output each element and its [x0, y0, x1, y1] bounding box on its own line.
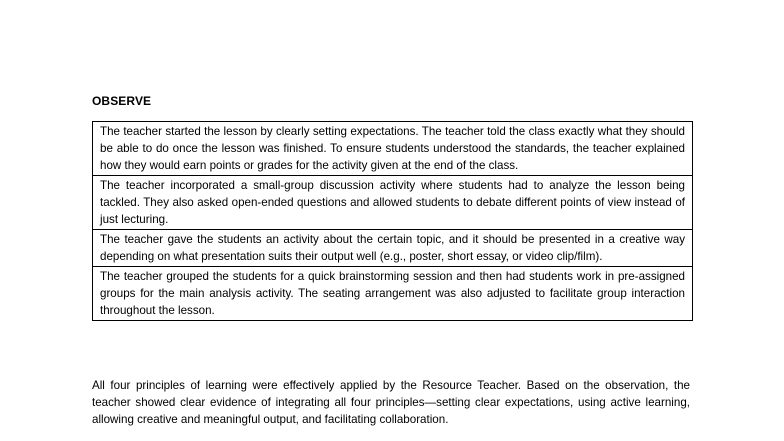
summary-paragraph: All four principles of learning were effectively applied by the Resource Teacher. Based on the observation, the teacher showed clear evidence of integrating all four principles—setting clear expectations, using active learning, allowing creative and meaningful output, and facilitating collaboration. [92, 379, 690, 426]
table-row [93, 176, 693, 230]
observation-table [92, 121, 693, 321]
observation-cell: The teacher grouped the students for a quick brainstorming session and then had students work in pre-assigned groups for the main analysis activity. The seating arrangement was also adjusted to facilitate group interaction throughout the lesson. [93, 267, 693, 321]
observation-cell: The teacher gave the students an activity about the certain topic, and it should be presented in a creative way depending on what presentation suits their output well (e.g., poster, short essay, or video clip/film). [93, 230, 693, 267]
section-heading: OBSERVE [92, 94, 152, 108]
table-row [93, 230, 693, 267]
observation-cell: The teacher started the lesson by clearly setting expectations. The teacher told the class exactly what they should be able to do once the lesson was finished. To ensure students understood the standards, the teacher explained how they would earn points or grades for the activity given at the end of the class. [93, 122, 693, 176]
table-row [93, 122, 693, 176]
table-row [93, 267, 693, 321]
observation-cell: The teacher incorporated a small-group discussion activity where students had to analyze the lesson being tackled. They also asked open-ended questions and allowed students to debate different points of view instead of just lecturing. [93, 176, 693, 230]
